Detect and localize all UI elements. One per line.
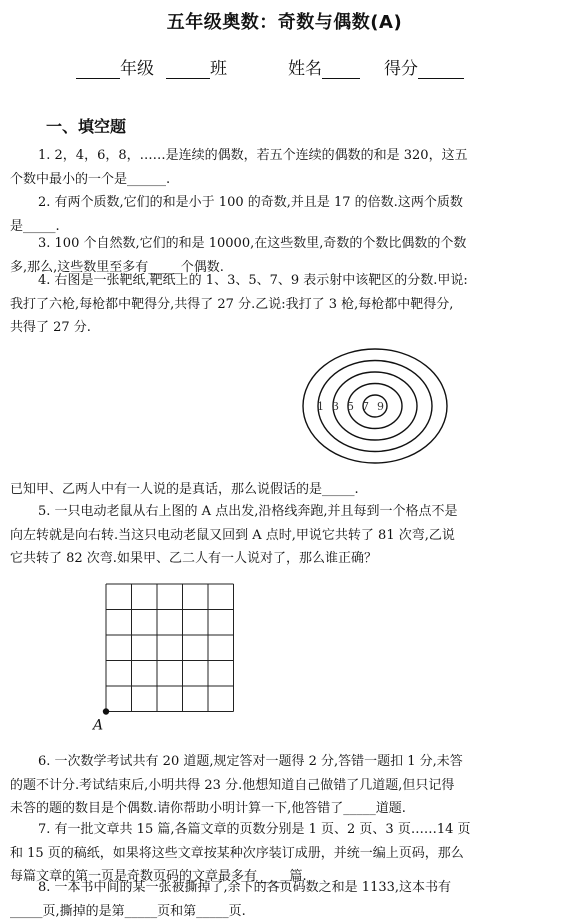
problem-line: 7. 有一批文章共 15 篇,各篇文章的页数分别是 1 页、2 页、3 页……14 页 bbox=[10, 818, 562, 842]
target-label-1: 1 bbox=[317, 400, 324, 413]
problem-line: 共得了 27 分. bbox=[10, 316, 562, 340]
grade-blank[interactable] bbox=[76, 60, 120, 79]
target-ring-1 bbox=[303, 349, 447, 463]
name-field bbox=[288, 54, 360, 76]
problem-1 bbox=[10, 144, 562, 191]
target-label-9: 9 bbox=[377, 400, 384, 413]
problem-line: 我打了六枪,每枪都中靶得分,共得了 27 分.乙说:我打了 3 枪,每枪都中靶得分, bbox=[10, 293, 562, 317]
target-label-3: 3 bbox=[332, 400, 339, 413]
target-label-5: 5 bbox=[347, 400, 354, 413]
problem-line: 8. 一本书中间的某一张被撕掉了,余下的各页码数之和是 1133,这本书有 bbox=[10, 876, 562, 900]
problem-line: 它共转了 82 次弯.如果甲、乙二人有一人说对了，那么谁正确？ bbox=[10, 547, 562, 571]
problem-2 bbox=[10, 191, 562, 238]
problem-line: 每篇文章的第一页是奇数页码的文章最多有_____篇. bbox=[10, 865, 562, 889]
grade-field bbox=[76, 54, 154, 76]
class-suffix: 班 bbox=[210, 59, 227, 79]
point-a-label: A bbox=[91, 718, 103, 734]
problem-line: 未答的题的数目是个偶数.请你帮助小明计算一下,他答错了_____道题. bbox=[10, 797, 562, 821]
target-ring-4 bbox=[348, 384, 402, 429]
problem-8 bbox=[10, 876, 562, 923]
problem-line: 2. 有两个质数,它们的和是小于 100 的奇数,并且是 17 的倍数.这两个质数 bbox=[10, 191, 562, 215]
problem-line: 4. 右图是一张靶纸,靶纸上的 1、3、5、7、9 表示射中该靶区的分数.甲说: bbox=[10, 269, 562, 293]
score-field bbox=[384, 54, 464, 76]
problem-line: 的题不计分.考试结束后,小明共得 23 分.他想知道自己做错了几道题,但只记得 bbox=[10, 774, 562, 798]
problem-line: 向左转就是向右转.当这只电动老鼠又回到 A 点时,甲说它共转了 81 次弯,乙说 bbox=[10, 524, 562, 548]
section-title: 一、填空题 bbox=[46, 114, 126, 137]
class-field bbox=[166, 54, 227, 76]
target-figure bbox=[295, 346, 465, 466]
problem-line: 6. 一次数学考试共有 20 道题,规定答对一题得 2 分,答错一题扣 1 分,未答 bbox=[10, 750, 562, 774]
score-label: 得分 bbox=[384, 59, 418, 79]
problem-line: 1. 2，4，6，8，……是连续的偶数，若五个连续的偶数的和是 320，这五 bbox=[10, 144, 562, 168]
name-label: 姓名 bbox=[288, 59, 322, 79]
problem-4 bbox=[10, 269, 562, 340]
name-blank[interactable] bbox=[322, 60, 360, 79]
problem-line: _____页,撕掉的是第_____页和第_____页. bbox=[10, 900, 562, 923]
problem-line: 5. 一只电动老鼠从右上图的 A 点出发,沿格线奔跑,并且每到一个格点不是 bbox=[10, 500, 562, 524]
grid-figure bbox=[88, 580, 248, 740]
problem-5 bbox=[10, 500, 562, 571]
problem-line: 3. 100 个自然数,它们的和是 10000,在这些数里,奇数的个数比偶数的个数 bbox=[10, 232, 562, 256]
problem-4-continued bbox=[10, 478, 562, 502]
point-a-dot bbox=[103, 708, 109, 714]
problem-line: 是_____. bbox=[10, 215, 562, 239]
class-blank[interactable] bbox=[166, 60, 210, 79]
problem-line: 和 15 页的稿纸，如果将这些文章按某种次序装订成册，并统一编上页码，那么 bbox=[10, 842, 562, 866]
problem-6 bbox=[10, 750, 562, 821]
target-label-7: 7 bbox=[362, 400, 369, 413]
problem-line: 多,那么,这些数里至多有_____个偶数. bbox=[10, 256, 562, 280]
grade-suffix: 年级 bbox=[120, 59, 154, 79]
problem-line: 已知甲、乙两人中有一人说的是真话，那么说假话的是_____. bbox=[10, 478, 562, 502]
problem-line: 个数中最小的一个是______. bbox=[10, 168, 562, 192]
target-ring-3 bbox=[333, 372, 417, 440]
page-title: 五年级奥数：奇数与偶数(A) bbox=[0, 8, 569, 34]
score-blank[interactable] bbox=[418, 60, 464, 79]
